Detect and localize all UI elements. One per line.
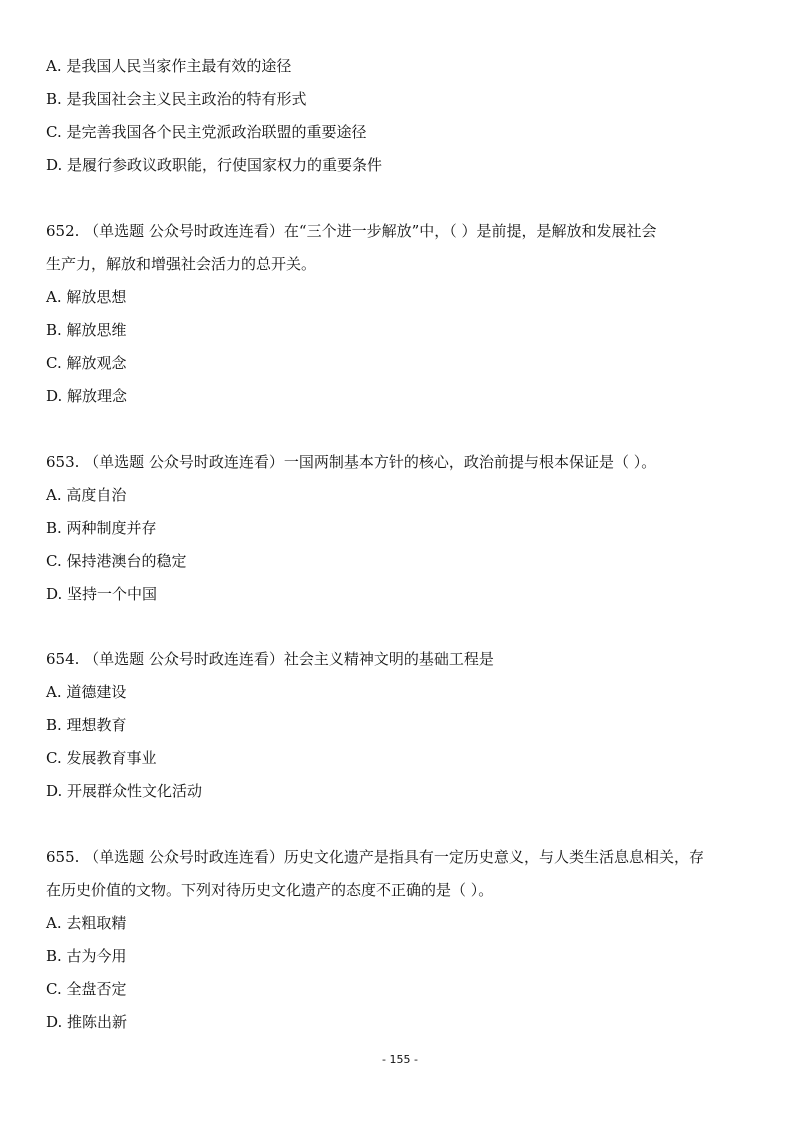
question-655-option-d: D. 推陈出新: [46, 1013, 128, 1031]
question-653-stem-line1: 653. （单选题 公众号时政连连看）一国两制基本方针的核心，政治前提与根本保证是（ ）。: [46, 453, 657, 471]
page-number: - 155 -: [382, 1053, 418, 1066]
option-c: C. 是完善我国各个民主党派政治联盟的重要途径: [46, 123, 367, 141]
question-652-option-a: A. 解放思想: [46, 288, 127, 306]
question-653-option-c: C. 保持港澳台的稳定: [46, 552, 187, 570]
option-a: A. 是我国人民当家作主最有效的途径: [46, 57, 292, 75]
question-652-option-b: B. 解放思维: [46, 321, 127, 339]
option-b: B. 是我国社会主义民主政治的特有形式: [46, 90, 307, 108]
question-655-option-a: A. 去粗取精: [46, 914, 127, 932]
question-652-stem-line1: 652. （单选题 公众号时政连连看）在“三个进一步解放”中，（ ）是前提，是解放和发展社会: [46, 222, 657, 240]
question-653-option-b: B. 两种制度并存: [46, 519, 157, 537]
question-655-option-b: B. 古为今用: [46, 947, 127, 965]
question-652-stem-line2: 生产力，解放和增强社会活力的总开关。: [46, 255, 317, 273]
question-652-option-d: D. 解放理念: [46, 387, 128, 405]
question-653-option-d: D. 坚持一个中国: [46, 585, 158, 603]
question-654-option-b: B. 理想教育: [46, 716, 127, 734]
question-653-option-a: A. 高度自治: [46, 486, 127, 504]
question-654-option-c: C. 发展教育事业: [46, 749, 157, 767]
question-655-option-c: C. 全盘否定: [46, 980, 127, 998]
question-655-stem-line1: 655. （单选题 公众号时政连连看）历史文化遗产是指具有一定历史意义，与人类生活息息相关，存: [46, 848, 704, 866]
option-d: D. 是履行参政议政职能，行使国家权力的重要条件: [46, 156, 383, 174]
question-652-option-c: C. 解放观念: [46, 354, 127, 372]
question-654-option-a: A. 道德建设: [46, 683, 127, 701]
question-655-stem-line2: 在历史价值的文物。下列对待历史文化遗产的态度不正确的是（ ）。: [46, 881, 494, 899]
question-654-option-d: D. 开展群众性文化活动: [46, 782, 203, 800]
question-654-stem-line1: 654. （单选题 公众号时政连连看）社会主义精神文明的基础工程是: [46, 650, 494, 668]
